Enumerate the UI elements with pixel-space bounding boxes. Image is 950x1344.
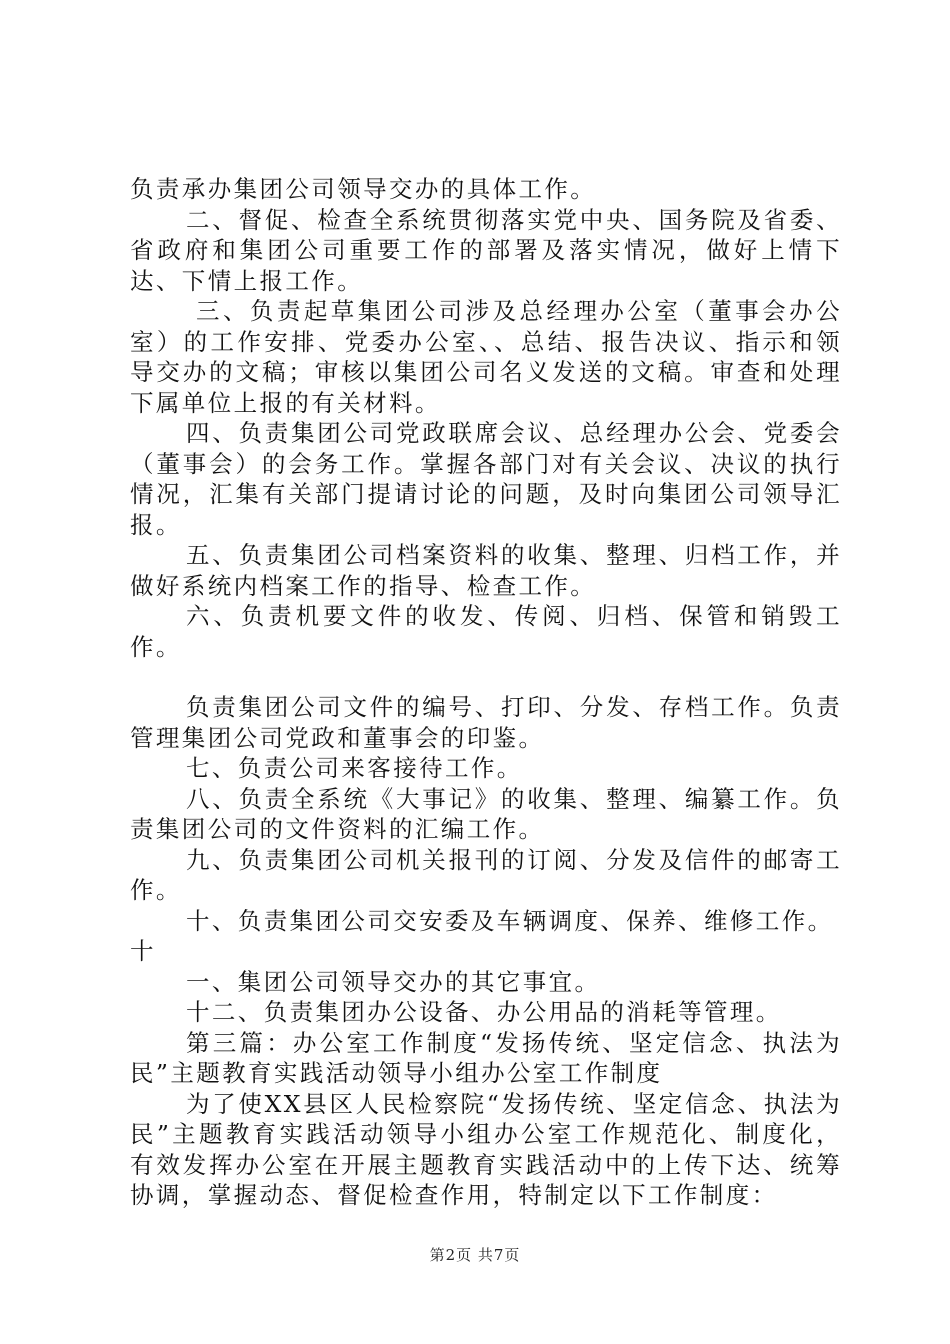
paragraph-item-7: 七、负责公司来客接待工作。	[186, 754, 523, 782]
section-heading-part-3: 第三篇：办公室工作制度“发扬传统、坚定信念、执法为民”主题教育实践活动领导小组办公室工作制度	[130, 1028, 842, 1087]
page-footer: 第2页 共7页	[429, 1246, 521, 1264]
paragraph-item-11-prefix: 十	[130, 937, 156, 965]
paragraph-continuation: 负责承办集团公司领导交办的具体工作。	[130, 175, 597, 203]
paragraph-item-4: 四、负责集团公司党政联席会议、总经理办公会、党委会（董事会）的会务工作。掌握各部门对有关会议、决议的执行情况，汇集有关部门提请讨论的问题，及时向集团公司领导汇报。	[130, 419, 842, 539]
paragraph-item-9: 九、负责集团公司机关报刊的订阅、分发及信件的邮寄工作。	[130, 845, 842, 904]
paragraph-item-6-detail: 负责集团公司文件的编号、打印、分发、存档工作。负责管理集团公司党政和董事会的印鉴。	[130, 693, 842, 752]
paragraph-item-5: 五、负责集团公司档案资料的收集、整理、归档工作，并做好系统内档案工作的指导、检查工作。	[130, 541, 842, 600]
paragraph-item-6: 六、负责机要文件的收发、传阅、归档、保管和销毁工作。	[130, 602, 842, 661]
paragraph-item-2: 二、督促、检查全系统贯彻落实党中央、国务院及省委、省政府和集团公司重要工作的部署及落实情况，做好上情下达、下情上报工作。	[130, 205, 842, 295]
paragraph-item-10: 十、负责集团公司交安委及车辆调度、保养、维修工作。	[186, 906, 834, 935]
paragraph-item-12: 十二、负责集团办公设备、办公用品的消耗等管理。	[186, 998, 782, 1026]
paragraph-item-11: 一、集团公司领导交办的其它事宜。	[186, 967, 601, 996]
paragraph-item-8: 八、负责全系统《大事记》的收集、整理、编纂工作。负责集团公司的文件资料的汇编工作。	[130, 784, 842, 843]
paragraph-item-3: 三、负责起草集团公司涉及总经理办公室（董事会办公室）的工作安排、党委办公室、、总结、报告决议、指示和领导交办的文稿；审核以集团公司名义发送的文稿。审查和处理下属单位上报的有关材料。	[130, 297, 842, 417]
paragraph-intro: 为了使XX县区人民检察院“发扬传统、坚定信念、执法为民”主题教育实践活动领导小组办公室工作规范化、制度化，有效发挥办公室在开展主题教育实践活动中的上传下达、统筹协调，掌握动态、督促检查作用，特制定以下工作制度：	[130, 1089, 842, 1209]
document-body	[130, 174, 842, 1211]
